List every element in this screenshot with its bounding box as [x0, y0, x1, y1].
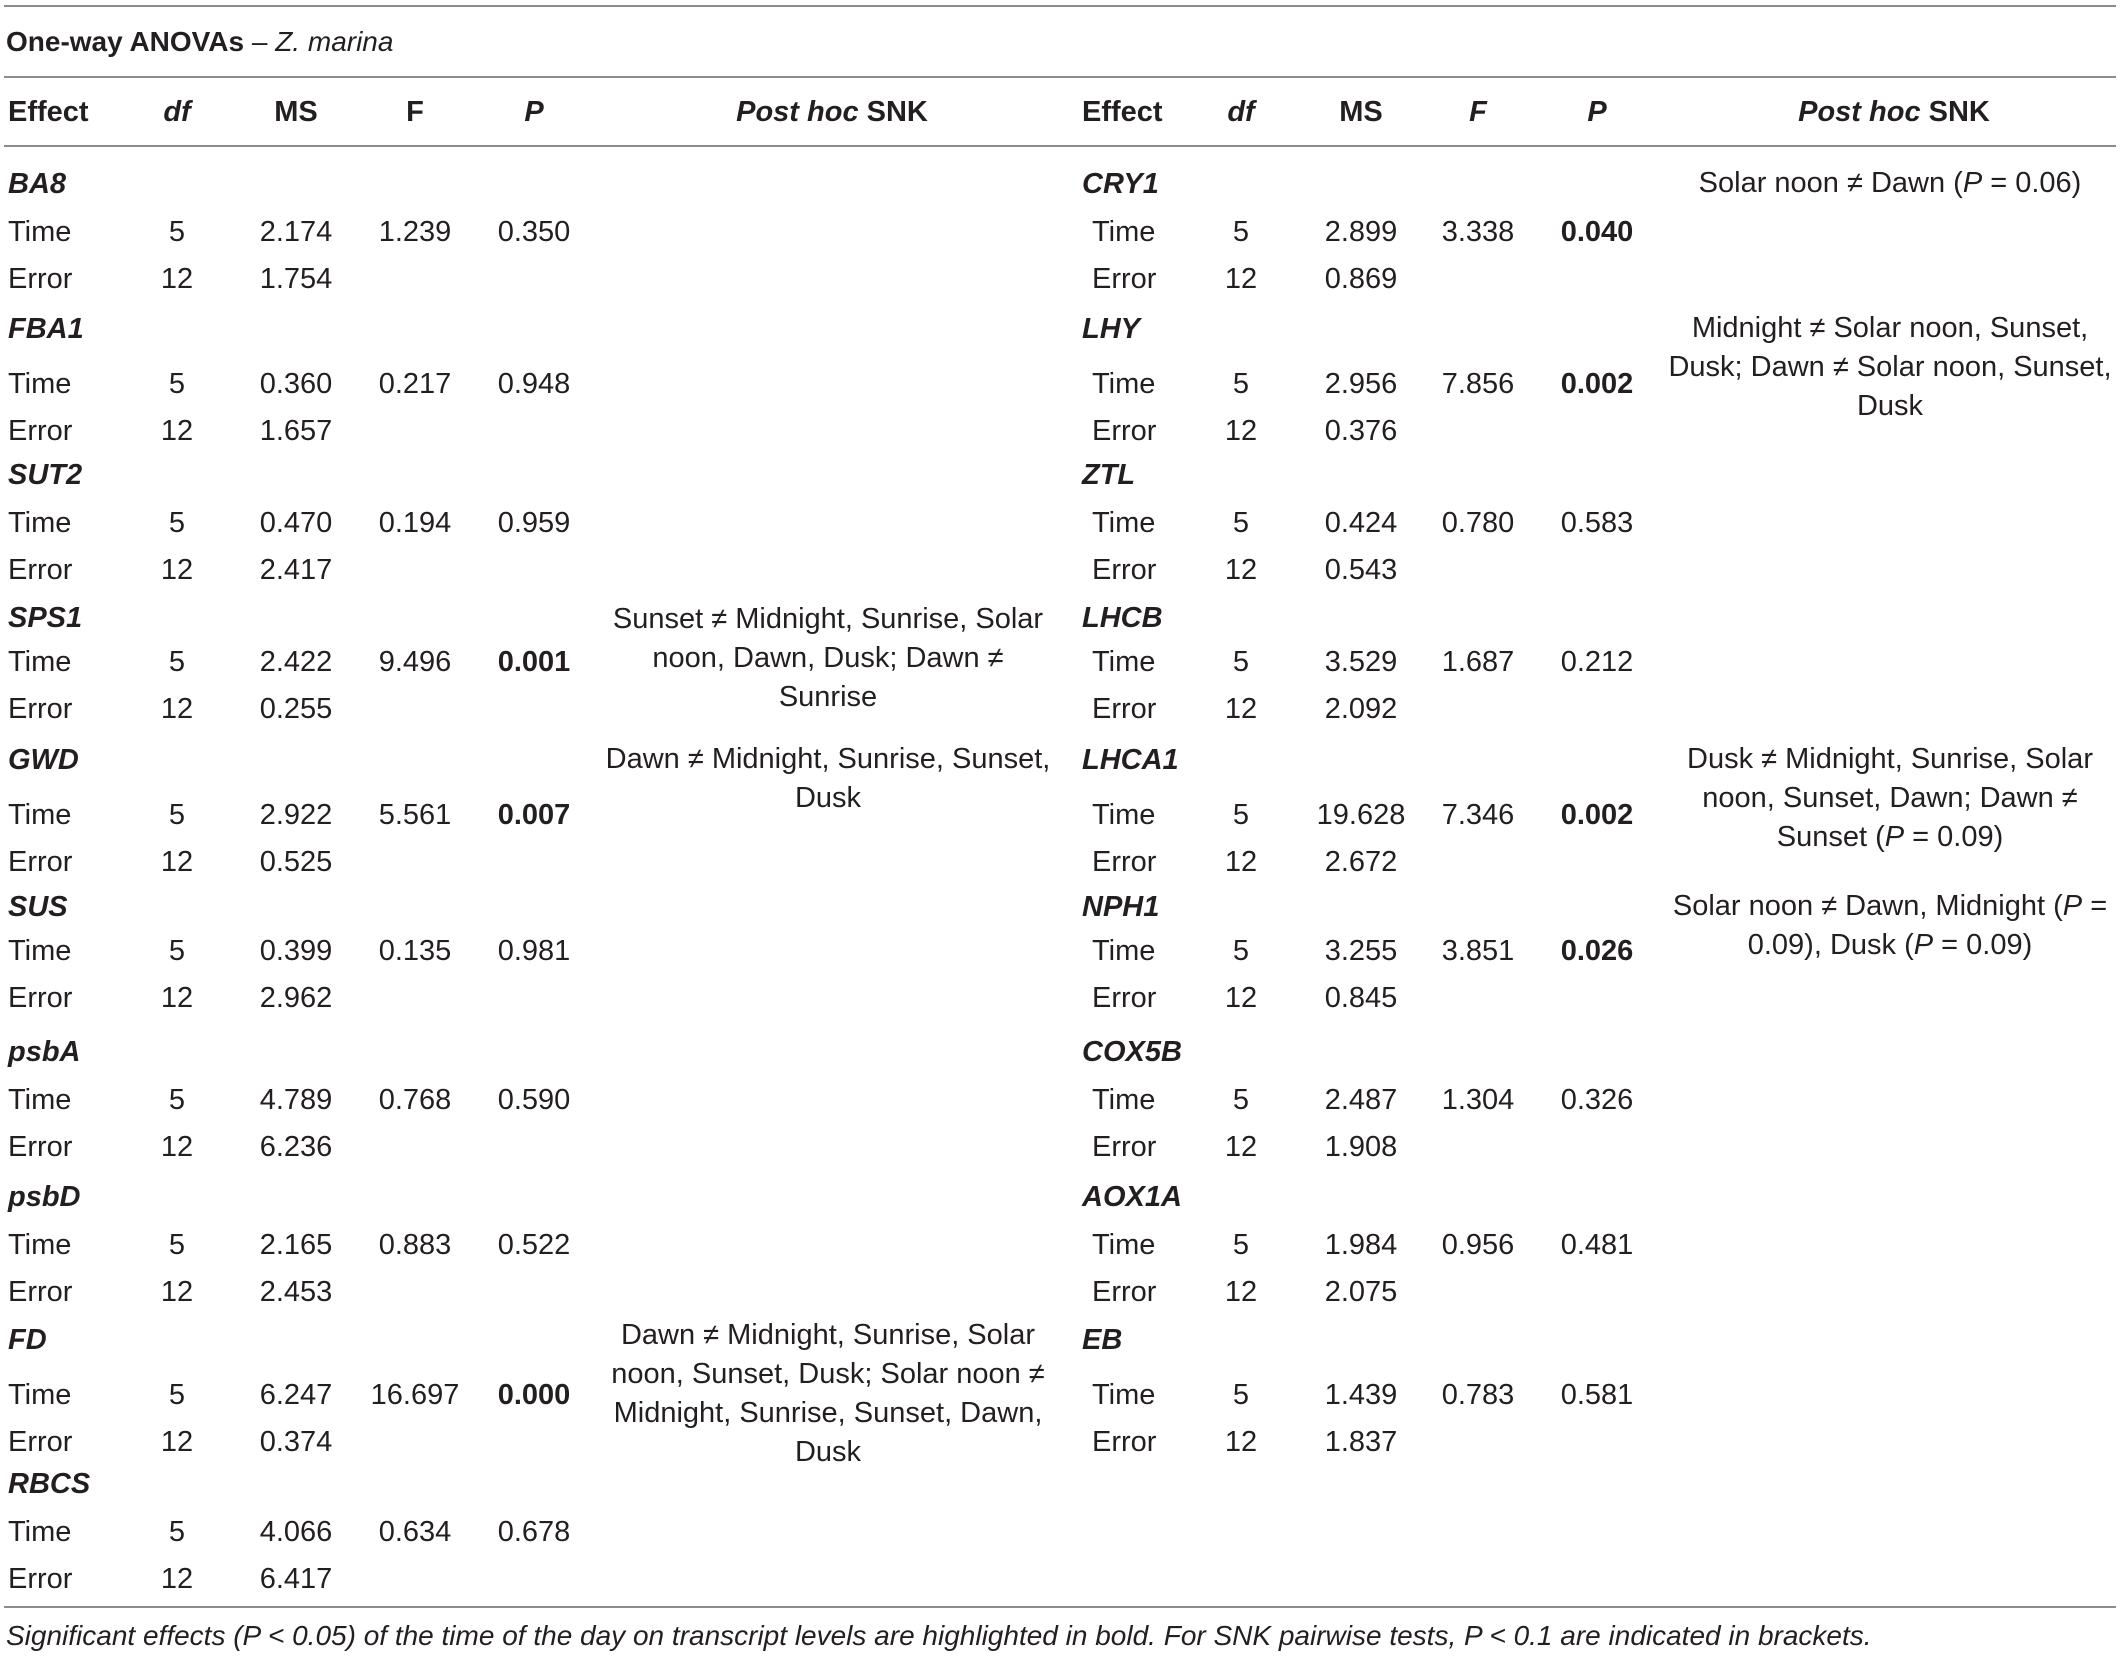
- left-row-label-error: Error: [8, 846, 73, 878]
- right-row-label-error: Error: [1092, 1131, 1157, 1163]
- left-error-ms: 2.417: [259, 554, 333, 586]
- left-time-p: 0.522: [497, 1229, 571, 1261]
- right-time-p: 0.481: [1560, 1229, 1634, 1261]
- right-row-label-time: Time: [1092, 799, 1156, 831]
- right-time-ms: 2.956: [1324, 368, 1398, 400]
- left-time-f: 0.634: [378, 1516, 452, 1548]
- right-gene-label: AOX1A: [1082, 1181, 1182, 1213]
- left-time-p: 0.981: [497, 935, 571, 967]
- right-time-p: 0.212: [1560, 646, 1634, 678]
- left-time-f: 0.194: [378, 507, 452, 539]
- left-time-df: 5: [168, 507, 186, 539]
- right-posthoc-snk-result: Dusk ≠ Midnight, Sunrise, Solar noon, Sunset, Dawn; Dawn ≠ Sunset (P = 0.09): [1687, 743, 2093, 853]
- left-gene-label: FD: [8, 1324, 47, 1356]
- left-error-df: 12: [160, 554, 194, 586]
- right-error-df: 12: [1224, 554, 1258, 586]
- left-time-f: 1.239: [378, 216, 452, 248]
- right-error-ms: 0.376: [1324, 415, 1398, 447]
- right-gene-label: LHCB: [1082, 602, 1163, 634]
- right-error-ms: 1.837: [1324, 1426, 1398, 1458]
- right-error-ms: 2.672: [1324, 846, 1398, 878]
- left-posthoc-snk-result: Dawn ≠ Midnight, Sunrise, Solar noon, Sunset, Dusk; Solar noon ≠ Midnight, Sunrise, Sunset, Dawn, Dusk: [611, 1319, 1045, 1468]
- right-time-p: 0.026: [1560, 935, 1634, 967]
- left-gene-label: SPS1: [8, 602, 83, 634]
- left-time-p: 0.959: [497, 507, 571, 539]
- right-header-posthoc: [1798, 92, 1990, 132]
- left-error-df: 12: [160, 1276, 194, 1308]
- left-gene-label: RBCS: [8, 1468, 91, 1500]
- right-row-label-time: Time: [1092, 1379, 1156, 1411]
- right-row-label-error: Error: [1092, 1276, 1157, 1308]
- left-time-ms: 2.165: [259, 1229, 333, 1261]
- right-time-p: 0.040: [1560, 216, 1634, 248]
- right-row-label-time: Time: [1092, 507, 1156, 539]
- left-error-df: 12: [160, 982, 194, 1014]
- right-row-label-time: Time: [1092, 646, 1156, 678]
- right-row-label-time: Time: [1092, 368, 1156, 400]
- right-error-ms: 0.543: [1324, 554, 1398, 586]
- left-header-f: F: [406, 96, 424, 128]
- left-error-ms: 1.754: [259, 263, 333, 295]
- right-time-df: 5: [1232, 935, 1250, 967]
- left-row-label-error: Error: [8, 415, 73, 447]
- table-footnote: Significant effects (P < 0.05) of the time of the day on transcript levels are highlighted in bold. For SNK pairwise tests, P < 0.1 are indicated in brackets.: [6, 1620, 1872, 1651]
- left-row-label-time: Time: [8, 1084, 72, 1116]
- right-gene-label: ZTL: [1082, 459, 1136, 491]
- right-time-ms: 2.487: [1324, 1084, 1398, 1116]
- left-row-label-error: Error: [8, 982, 73, 1014]
- left-time-f: 0.135: [378, 935, 452, 967]
- left-row-label-error: Error: [8, 1276, 73, 1308]
- left-time-f: 5.561: [378, 799, 452, 831]
- left-posthoc-snk-result: Dawn ≠ Midnight, Sunrise, Sunset, Dusk: [605, 743, 1051, 814]
- left-row-label-time: Time: [8, 216, 72, 248]
- right-error-df: 12: [1224, 1131, 1258, 1163]
- left-time-df: 5: [168, 216, 186, 248]
- left-gene-label: GWD: [8, 744, 79, 776]
- left-row-label-time: Time: [8, 935, 72, 967]
- left-time-p: 0.590: [497, 1084, 571, 1116]
- right-error-df: 12: [1224, 693, 1258, 725]
- right-error-df: 12: [1224, 1426, 1258, 1458]
- right-time-f: 0.780: [1441, 507, 1515, 539]
- right-row-label-time: Time: [1092, 216, 1156, 248]
- left-time-p: 0.350: [497, 216, 571, 248]
- right-time-df: 5: [1232, 216, 1250, 248]
- right-time-df: 5: [1232, 1379, 1250, 1411]
- left-error-ms: 0.255: [259, 693, 333, 725]
- right-time-df: 5: [1232, 507, 1250, 539]
- right-header-p: P: [1587, 96, 1607, 128]
- right-row-label-error: Error: [1092, 415, 1157, 447]
- posthoc-suffix-label: SNK: [858, 96, 928, 128]
- left-time-ms: 4.066: [259, 1516, 333, 1548]
- left-error-df: 12: [160, 415, 194, 447]
- right-time-f: 7.346: [1441, 799, 1515, 831]
- right-row-label-error: Error: [1092, 1426, 1157, 1458]
- left-row-label-error: Error: [8, 1426, 73, 1458]
- right-posthoc-snk-result: Midnight ≠ Solar noon, Sunset, Dusk; Dawn ≠ Solar noon, Sunset, Dusk: [1668, 312, 2112, 422]
- left-gene-label: FBA1: [8, 313, 84, 345]
- bottom-rule: [4, 1606, 2116, 1608]
- left-time-ms: 0.360: [259, 368, 333, 400]
- caption-title: One-way ANOVAs: [6, 26, 245, 57]
- right-time-p: 0.326: [1560, 1084, 1634, 1116]
- right-time-ms: 3.529: [1324, 646, 1398, 678]
- left-header-effect: Effect: [8, 96, 89, 128]
- right-error-df: 12: [1224, 982, 1258, 1014]
- right-error-ms: 1.908: [1324, 1131, 1398, 1163]
- right-posthoc-snk-result: Solar noon ≠ Dawn, Midnight (P = 0.09), Dusk (P = 0.09): [1672, 890, 2108, 961]
- right-time-f: 7.856: [1441, 368, 1515, 400]
- right-gene-label: NPH1: [1082, 891, 1160, 923]
- right-header-ms: MS: [1339, 96, 1383, 128]
- right-error-df: 12: [1224, 263, 1258, 295]
- right-time-f: 1.687: [1441, 646, 1515, 678]
- posthoc-suffix-label: SNK: [1920, 96, 1990, 128]
- left-row-label-time: Time: [8, 799, 72, 831]
- right-error-ms: 2.075: [1324, 1276, 1398, 1308]
- left-row-label-time: Time: [8, 368, 72, 400]
- left-row-label-time: Time: [8, 1379, 72, 1411]
- right-time-df: 5: [1232, 368, 1250, 400]
- left-error-df: 12: [160, 693, 194, 725]
- right-row-label-time: Time: [1092, 935, 1156, 967]
- right-time-p: 0.002: [1560, 799, 1634, 831]
- right-time-df: 5: [1232, 1084, 1250, 1116]
- left-row-label-error: Error: [8, 263, 73, 295]
- left-time-df: 5: [168, 1084, 186, 1116]
- right-row-label-error: Error: [1092, 693, 1157, 725]
- right-row-label-time: Time: [1092, 1084, 1156, 1116]
- left-gene-label: psbA: [8, 1036, 81, 1068]
- left-error-ms: 0.525: [259, 846, 333, 878]
- left-gene-label: BA8: [8, 168, 67, 200]
- right-time-ms: 1.984: [1324, 1229, 1398, 1261]
- right-error-ms: 0.869: [1324, 263, 1398, 295]
- right-gene-label: LHCA1: [1082, 744, 1179, 776]
- left-time-df: 5: [168, 368, 186, 400]
- right-time-ms: 2.899: [1324, 216, 1398, 248]
- right-time-p: 0.583: [1560, 507, 1634, 539]
- right-row-label-error: Error: [1092, 982, 1157, 1014]
- right-row-label-error: Error: [1092, 846, 1157, 878]
- right-time-p: 0.002: [1560, 368, 1634, 400]
- left-time-f: 9.496: [378, 646, 452, 678]
- left-gene-label: SUS: [8, 891, 68, 923]
- left-time-df: 5: [168, 1379, 186, 1411]
- right-gene-label: CRY1: [1082, 168, 1159, 200]
- top-rule: [4, 5, 2116, 7]
- left-header-p: P: [524, 96, 544, 128]
- table-caption: [6, 22, 393, 62]
- right-time-f: 3.851: [1441, 935, 1515, 967]
- left-time-ms: 2.922: [259, 799, 333, 831]
- left-error-df: 12: [160, 263, 194, 295]
- left-row-label-time: Time: [8, 1229, 72, 1261]
- right-time-ms: 1.439: [1324, 1379, 1398, 1411]
- left-time-ms: 0.470: [259, 507, 333, 539]
- right-error-df: 12: [1224, 1276, 1258, 1308]
- right-header-effect: Effect: [1082, 96, 1163, 128]
- right-time-ms: 19.628: [1316, 799, 1406, 831]
- left-header-ms: MS: [274, 96, 318, 128]
- right-time-f: 3.338: [1441, 216, 1515, 248]
- left-error-ms: 6.417: [259, 1563, 333, 1595]
- left-posthoc-snk-result: Sunset ≠ Midnight, Sunrise, Solar noon, Dawn, Dusk; Dawn ≠ Sunrise: [612, 603, 1044, 713]
- right-row-label-time: Time: [1092, 1229, 1156, 1261]
- right-posthoc-snk-result: Solar noon ≠ Dawn (P = 0.06): [1698, 167, 2082, 199]
- right-time-ms: 3.255: [1324, 935, 1398, 967]
- left-gene-label: SUT2: [8, 459, 83, 491]
- left-time-df: 5: [168, 799, 186, 831]
- left-time-ms: 2.174: [259, 216, 333, 248]
- left-time-f: 0.768: [378, 1084, 452, 1116]
- left-error-ms: 2.962: [259, 982, 333, 1014]
- left-time-df: 5: [168, 646, 186, 678]
- right-time-p: 0.581: [1560, 1379, 1634, 1411]
- right-error-df: 12: [1224, 846, 1258, 878]
- right-row-label-error: Error: [1092, 554, 1157, 586]
- left-time-ms: 2.422: [259, 646, 333, 678]
- posthoc-italic-label: Post hoc: [736, 96, 859, 128]
- left-error-ms: 6.236: [259, 1131, 333, 1163]
- left-time-f: 16.697: [370, 1379, 460, 1411]
- left-row-label-time: Time: [8, 1516, 72, 1548]
- left-gene-label: psbD: [8, 1181, 81, 1213]
- right-time-f: 0.783: [1441, 1379, 1515, 1411]
- right-time-f: 1.304: [1441, 1084, 1515, 1116]
- right-time-f: 0.956: [1441, 1229, 1515, 1261]
- right-time-df: 5: [1232, 799, 1250, 831]
- left-row-label-error: Error: [8, 1563, 73, 1595]
- left-row-label-error: Error: [8, 554, 73, 586]
- left-time-f: 0.883: [378, 1229, 452, 1261]
- left-time-ms: 4.789: [259, 1084, 333, 1116]
- right-gene-label: LHY: [1082, 313, 1140, 345]
- left-time-df: 5: [168, 1229, 186, 1261]
- left-header-posthoc: [736, 92, 928, 132]
- left-time-p: 0.678: [497, 1516, 571, 1548]
- left-error-df: 12: [160, 1426, 194, 1458]
- header-rule: [4, 145, 2116, 147]
- left-row-label-error: Error: [8, 1131, 73, 1163]
- right-time-df: 5: [1232, 646, 1250, 678]
- right-error-ms: 0.845: [1324, 982, 1398, 1014]
- left-error-ms: 1.657: [259, 415, 333, 447]
- right-gene-label: EB: [1082, 1324, 1123, 1356]
- left-row-label-time: Time: [8, 646, 72, 678]
- right-header-df: df: [1227, 96, 1255, 128]
- left-time-p: 0.000: [497, 1379, 571, 1411]
- left-error-ms: 2.453: [259, 1276, 333, 1308]
- left-time-ms: 6.247: [259, 1379, 333, 1411]
- left-time-ms: 0.399: [259, 935, 333, 967]
- left-header-df: df: [163, 96, 191, 128]
- caption-rule: [4, 76, 2116, 78]
- caption-separator: –: [244, 26, 276, 57]
- right-error-df: 12: [1224, 415, 1258, 447]
- right-error-ms: 2.092: [1324, 693, 1398, 725]
- left-error-df: 12: [160, 1131, 194, 1163]
- right-header-f: F: [1469, 96, 1487, 128]
- left-time-p: 0.948: [497, 368, 571, 400]
- left-error-df: 12: [160, 1563, 194, 1595]
- left-error-df: 12: [160, 846, 194, 878]
- caption-species: Z. marina: [275, 26, 394, 57]
- left-time-f: 0.217: [378, 368, 452, 400]
- left-row-label-error: Error: [8, 693, 73, 725]
- right-gene-label: COX5B: [1082, 1036, 1182, 1068]
- left-time-df: 5: [168, 935, 186, 967]
- right-row-label-error: Error: [1092, 263, 1157, 295]
- left-row-label-time: Time: [8, 507, 72, 539]
- left-error-ms: 0.374: [259, 1426, 333, 1458]
- right-time-df: 5: [1232, 1229, 1250, 1261]
- right-time-ms: 0.424: [1324, 507, 1398, 539]
- left-time-df: 5: [168, 1516, 186, 1548]
- left-time-p: 0.001: [497, 646, 571, 678]
- left-time-p: 0.007: [497, 799, 571, 831]
- posthoc-italic-label: Post hoc: [1798, 96, 1921, 128]
